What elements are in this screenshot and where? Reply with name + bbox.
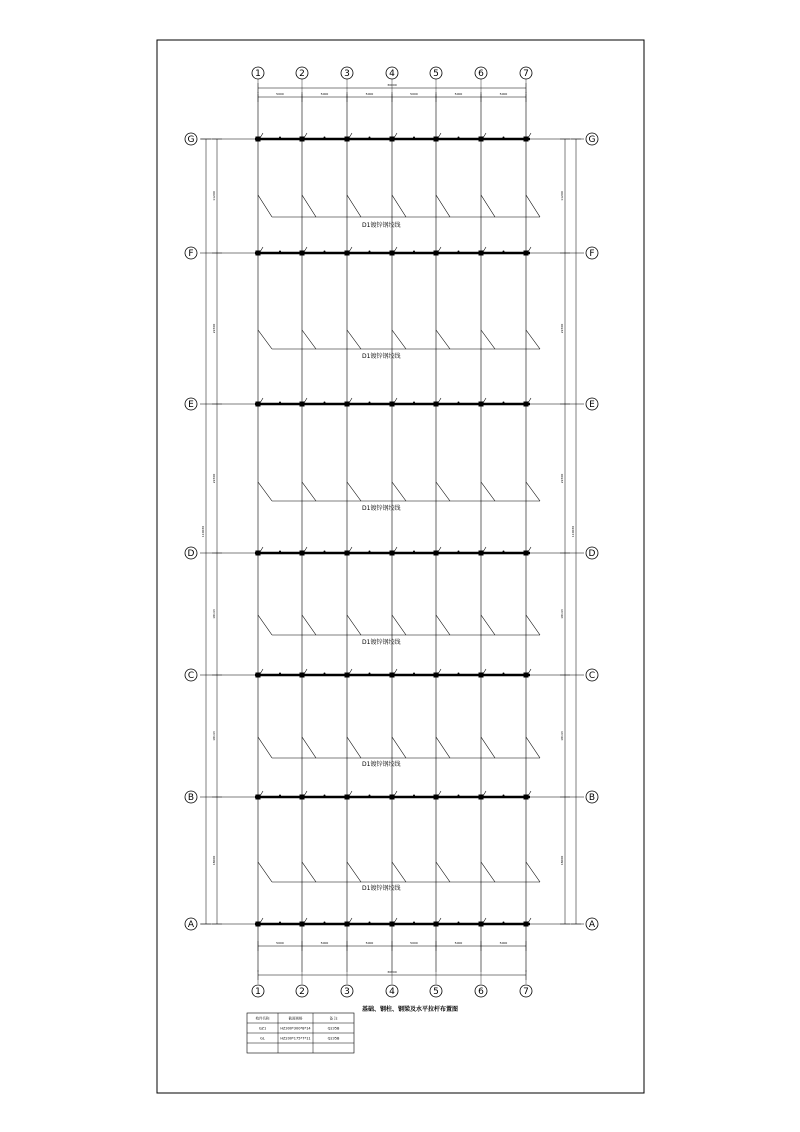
tie-rod-tick: [528, 918, 531, 923]
table-cell: HZ200*175*7*11: [280, 1036, 311, 1041]
dimension-label: 5000: [365, 941, 374, 945]
steel-column: [479, 673, 484, 678]
steel-column: [524, 673, 529, 678]
bracing-diagonal: [436, 737, 450, 758]
steel-column: [300, 251, 305, 256]
beam-node: [458, 795, 460, 797]
steel-column: [256, 922, 261, 927]
bracing-diagonal: [481, 330, 495, 349]
member-table: [247, 1013, 354, 1053]
bracing-diagonal: [347, 330, 361, 349]
beam-node: [279, 402, 281, 404]
tie-rod-tick: [394, 247, 397, 252]
axis-bubble-left-A: [185, 918, 197, 930]
axis-bubble-label: 3: [344, 69, 350, 79]
axis-bubble-label: 7: [523, 987, 529, 997]
steel-column: [390, 402, 395, 407]
bracing-diagonal: [436, 330, 450, 349]
bracing-diagonal: [481, 862, 495, 882]
beam-node: [324, 795, 326, 797]
bracing-diagonal: [526, 737, 540, 758]
steel-column: [390, 795, 395, 800]
tie-rod-tick: [304, 791, 307, 796]
total-dimension-label: 30000: [387, 970, 397, 974]
beam-node: [369, 402, 371, 404]
steel-column: [345, 137, 350, 142]
steel-column: [434, 673, 439, 678]
beam-node: [369, 251, 371, 253]
beam-node: [324, 673, 326, 675]
axis-bubble-label: 5: [433, 69, 439, 79]
dimension-label: 5000: [276, 941, 284, 945]
tie-rod-tick: [260, 247, 263, 252]
axis-bubble-label: D: [187, 549, 195, 559]
axis-bubble-right-D: [586, 547, 598, 559]
tie-rod-tick: [304, 247, 307, 252]
axis-bubble-label: 5: [433, 987, 439, 997]
table-cell: Q235B: [327, 1036, 340, 1041]
steel-column: [256, 795, 261, 800]
beam-node: [413, 137, 415, 139]
table-header-cell: 备 注: [329, 1016, 338, 1021]
axis-bubble-bottom-1: [252, 985, 264, 997]
axis-bubble-label: F: [188, 249, 194, 259]
dimension-label: 11200: [560, 191, 564, 201]
steel-column: [434, 137, 439, 142]
steel-column: [300, 137, 305, 142]
tie-rod-tick: [304, 547, 307, 552]
bracing-diagonal: [481, 482, 495, 501]
axis-bubble-label: G: [187, 135, 195, 145]
axis-bubble-layer: [185, 67, 598, 997]
bay-note: D1镀锌钢绞线: [362, 885, 401, 892]
tie-rod-tick: [304, 669, 307, 674]
tie-rod-tick: [438, 133, 441, 138]
bracing-diagonal: [258, 615, 272, 635]
bracing-diagonal: [526, 330, 540, 349]
bay-note: D1镀锌钢绞线: [362, 353, 401, 360]
bracing-diagonal: [392, 482, 406, 501]
tie-rod-tick: [438, 669, 441, 674]
steel-column: [390, 922, 395, 927]
axis-bubble-label: B: [588, 793, 596, 803]
steel-column: [524, 402, 529, 407]
bracing-diagonal: [347, 615, 361, 635]
axis-bubble-top-5: [430, 67, 442, 79]
steel-column: [390, 137, 395, 142]
steel-column: [434, 795, 439, 800]
table-header-cell: 截面规格: [288, 1016, 303, 1021]
bracing-diagonal: [392, 737, 406, 758]
beam-node: [458, 673, 460, 675]
beam-node: [503, 137, 505, 139]
steel-column: [345, 551, 350, 556]
dimension-label: 22300: [212, 473, 216, 484]
tie-rod-tick: [394, 398, 397, 403]
tie-rod-tick: [349, 247, 352, 252]
bracing-diagonal: [258, 737, 272, 758]
tie-rod-tick: [349, 133, 352, 138]
axis-bubble-label: F: [589, 249, 595, 259]
bracing-diagonal: [436, 615, 450, 635]
steel-column: [300, 922, 305, 927]
beam-node: [279, 795, 281, 797]
steel-column: [256, 402, 261, 407]
dimension-label: 5000: [276, 92, 284, 96]
tie-rod-tick: [483, 547, 486, 552]
steel-column: [524, 137, 529, 142]
table-cell: GL: [260, 1036, 265, 1041]
axis-bubble-right-G: [586, 133, 598, 145]
sheet-border: [157, 40, 644, 1093]
dimension-label: 5000: [320, 92, 329, 96]
steel-column: [390, 251, 395, 256]
beam-node: [413, 402, 415, 404]
steel-column: [479, 402, 484, 407]
dimension-label: 18000: [212, 855, 216, 866]
beam-node: [279, 673, 281, 675]
axis-bubble-bottom-7: [520, 985, 532, 997]
bracing-diagonal: [347, 482, 361, 501]
tie-rod-tick: [394, 669, 397, 674]
axis-bubble-bottom-5: [430, 985, 442, 997]
bracing-diagonal: [526, 862, 540, 882]
bracing-diagonal: [302, 862, 316, 882]
axis-bubble-bottom-4: [386, 985, 398, 997]
dimension-label: 5000: [365, 92, 374, 96]
dimension-label: 18143: [212, 609, 216, 619]
steel-column: [256, 551, 261, 556]
bracing-diagonal: [392, 330, 406, 349]
axis-bubble-label: C: [187, 671, 195, 681]
tie-rod-tick: [260, 398, 263, 403]
dimension-label: 18143: [560, 731, 564, 741]
beam-node: [503, 551, 505, 553]
steel-column: [434, 922, 439, 927]
steel-column: [524, 251, 529, 256]
beam-node: [413, 795, 415, 797]
table-header-cell: 构件名称: [255, 1016, 270, 1021]
axis-bubble-top-6: [475, 67, 487, 79]
axis-bubble-label: 2: [299, 987, 305, 997]
beam-node: [413, 551, 415, 553]
tie-rod-tick: [528, 669, 531, 674]
steel-column: [434, 251, 439, 256]
beam-node: [458, 922, 460, 924]
axis-bubble-top-2: [296, 67, 308, 79]
beam-node: [324, 251, 326, 253]
bracing-diagonal: [302, 482, 316, 501]
axis-bubble-label: 4: [389, 987, 395, 997]
tie-rod-tick: [349, 547, 352, 552]
beam-node: [369, 551, 371, 553]
tie-rod-tick: [438, 791, 441, 796]
tie-rod-tick: [349, 918, 352, 923]
bracing-diagonal: [347, 195, 361, 217]
beam-node: [279, 251, 281, 253]
dimension-label: 5000: [499, 941, 508, 945]
beam-node: [413, 922, 415, 924]
axis-bubble-label: 2: [299, 69, 305, 79]
tie-rod-tick: [304, 133, 307, 138]
steel-column: [524, 795, 529, 800]
axis-bubble-right-C: [586, 669, 598, 681]
bracing-diagonal: [258, 482, 272, 501]
axis-bubble-left-B: [185, 791, 197, 803]
bay-note: D1镀锌钢绞线: [362, 505, 401, 512]
axis-bubble-top-3: [341, 67, 353, 79]
tie-rod-tick: [349, 791, 352, 796]
beam-node: [503, 402, 505, 404]
axis-bubble-label: G: [588, 135, 596, 145]
axis-bubble-label: A: [187, 920, 195, 930]
axis-bubble-left-D: [185, 547, 197, 559]
axis-bubble-label: A: [588, 920, 596, 930]
bracing-diagonal: [481, 615, 495, 635]
tie-rod-tick: [438, 398, 441, 403]
bracing-diagonal: [347, 862, 361, 882]
axis-bubble-label: 4: [389, 69, 395, 79]
dimension-label: 5000: [454, 92, 463, 96]
axis-bubble-top-4: [386, 67, 398, 79]
beam-node: [503, 922, 505, 924]
tie-rod-tick: [483, 398, 486, 403]
steel-column: [390, 551, 395, 556]
tie-rod-tick: [483, 133, 486, 138]
axis-bubble-top-7: [520, 67, 532, 79]
table-cell: GZ1: [258, 1026, 267, 1031]
steel-column: [300, 795, 305, 800]
axis-bubble-left-F: [185, 247, 197, 259]
tie-rod-tick: [438, 547, 441, 552]
dimension-label: 18143: [560, 609, 564, 619]
bracing-diagonal: [302, 330, 316, 349]
tie-rod-tick: [260, 918, 263, 923]
bracing-diagonal: [526, 195, 540, 217]
beam-node: [324, 551, 326, 553]
axis-bubble-right-E: [586, 398, 598, 410]
structure-layer: [200, 78, 584, 984]
steel-column: [300, 673, 305, 678]
bay-note: D1镀锌钢绞线: [362, 222, 401, 229]
beam-node: [458, 251, 460, 253]
bay-bracing-layer: [258, 195, 540, 892]
axis-bubble-label: C: [588, 671, 596, 681]
steel-column: [479, 795, 484, 800]
steel-column: [479, 251, 484, 256]
axis-bubble-label: E: [188, 400, 194, 410]
tie-rod-tick: [528, 547, 531, 552]
steel-column: [434, 402, 439, 407]
beam-node: [369, 137, 371, 139]
axis-bubble-label: D: [588, 549, 596, 559]
steel-column: [256, 673, 261, 678]
axis-bubble-top-1: [252, 67, 264, 79]
axis-bubble-label: 1: [255, 69, 261, 79]
steel-column: [300, 402, 305, 407]
steel-column: [256, 251, 261, 256]
beam-node: [324, 137, 326, 139]
steel-column: [524, 551, 529, 556]
tie-rod-tick: [394, 547, 397, 552]
beam-node: [279, 922, 281, 924]
dimension-label: 5000: [410, 941, 418, 945]
axis-bubble-right-F: [586, 247, 598, 259]
axis-bubble-label: 7: [523, 69, 529, 79]
dimension-label: 5000: [320, 941, 329, 945]
beam-node: [324, 922, 326, 924]
bracing-diagonal: [258, 862, 272, 882]
dimension-label: 18143: [212, 731, 216, 741]
tie-rod-tick: [528, 247, 531, 252]
bracing-diagonal: [347, 737, 361, 758]
beam-node: [324, 402, 326, 404]
tie-rod-tick: [260, 133, 263, 138]
tie-rod-tick: [349, 669, 352, 674]
steel-column: [479, 922, 484, 927]
axis-bubble-label: 1: [255, 987, 261, 997]
steel-column: [345, 922, 350, 927]
total-dimension-label: 30000: [387, 83, 397, 87]
axis-bubble-left-G: [185, 133, 197, 145]
tie-rod-tick: [483, 918, 486, 923]
dimension-label: 18000: [560, 855, 564, 866]
bracing-diagonal: [526, 615, 540, 635]
axis-bubble-left-C: [185, 669, 197, 681]
tie-rod-tick: [394, 918, 397, 923]
steel-column: [390, 673, 395, 678]
tie-rod-tick: [304, 918, 307, 923]
beam-node: [369, 673, 371, 675]
bracing-diagonal: [258, 195, 272, 217]
dimension-label: 5000: [499, 92, 508, 96]
axis-bubble-label: B: [187, 793, 195, 803]
steel-column: [479, 137, 484, 142]
beam-node: [369, 795, 371, 797]
beam-node: [413, 673, 415, 675]
steel-column: [345, 251, 350, 256]
bay-note: D1镀锌钢绞线: [362, 639, 401, 646]
axis-bubble-label: 6: [478, 69, 484, 79]
steel-column: [434, 551, 439, 556]
beam-node: [503, 673, 505, 675]
steel-column: [345, 795, 350, 800]
dimension-label: 22300: [560, 323, 564, 334]
tie-rod-tick: [304, 398, 307, 403]
axis-bubble-left-E: [185, 398, 197, 410]
bay-note: D1镀锌钢绞线: [362, 761, 401, 768]
tie-rod-tick: [438, 247, 441, 252]
beam-node: [369, 922, 371, 924]
tie-rod-tick: [528, 791, 531, 796]
tie-rod-tick: [483, 669, 486, 674]
beam-node: [503, 795, 505, 797]
steel-column: [524, 922, 529, 927]
bracing-diagonal: [392, 615, 406, 635]
bracing-diagonal: [302, 195, 316, 217]
table-cell: Q235B: [327, 1026, 340, 1031]
bracing-diagonal: [392, 862, 406, 882]
tie-rod-tick: [483, 791, 486, 796]
tie-rod-tick: [528, 398, 531, 403]
tie-rod-tick: [394, 133, 397, 138]
bracing-diagonal: [302, 737, 316, 758]
dimension-label: 22300: [560, 473, 564, 484]
tie-rod-tick: [260, 791, 263, 796]
tie-rod-tick: [528, 133, 531, 138]
table-cell: HZ300*300*8*14: [280, 1026, 311, 1031]
axis-bubble-bottom-3: [341, 985, 353, 997]
dimension-label: 5000: [454, 941, 463, 945]
beam-node: [279, 551, 281, 553]
beam-node: [279, 137, 281, 139]
beam-node: [458, 551, 460, 553]
axis-bubble-bottom-2: [296, 985, 308, 997]
dimension-label: 22300: [212, 323, 216, 334]
tie-rod-tick: [260, 547, 263, 552]
steel-column: [345, 402, 350, 407]
tie-rod-tick: [260, 669, 263, 674]
axis-bubble-right-B: [586, 791, 598, 803]
bracing-diagonal: [481, 737, 495, 758]
bracing-diagonal: [302, 615, 316, 635]
bracing-diagonal: [258, 330, 272, 349]
tie-rod-tick: [438, 918, 441, 923]
total-dimension-label: 110030: [201, 525, 205, 538]
tie-rod-tick: [483, 247, 486, 252]
beam-node: [458, 137, 460, 139]
drawing-title: 基础、钢柱、钢梁及水平拉杆布置图: [362, 1006, 459, 1013]
axis-bubble-label: E: [589, 400, 595, 410]
dimension-label: 11200: [212, 191, 216, 201]
bracing-diagonal: [526, 482, 540, 501]
steel-column: [479, 551, 484, 556]
total-dimension-label: 110030: [571, 525, 575, 538]
steel-column: [256, 137, 261, 142]
tie-rod-tick: [394, 791, 397, 796]
axis-bubble-label: 3: [344, 987, 350, 997]
bracing-diagonal: [436, 195, 450, 217]
beam-node: [503, 251, 505, 253]
axis-bubble-right-A: [586, 918, 598, 930]
beam-node: [458, 402, 460, 404]
bracing-diagonal: [392, 195, 406, 217]
steel-column: [300, 551, 305, 556]
beam-node: [413, 251, 415, 253]
dimension-label: 5000: [410, 92, 418, 96]
bracing-diagonal: [436, 482, 450, 501]
axis-bubble-bottom-6: [475, 985, 487, 997]
bracing-diagonal: [436, 862, 450, 882]
axis-bubble-label: 6: [478, 987, 484, 997]
tie-rod-tick: [349, 398, 352, 403]
bracing-diagonal: [481, 195, 495, 217]
steel-column: [345, 673, 350, 678]
